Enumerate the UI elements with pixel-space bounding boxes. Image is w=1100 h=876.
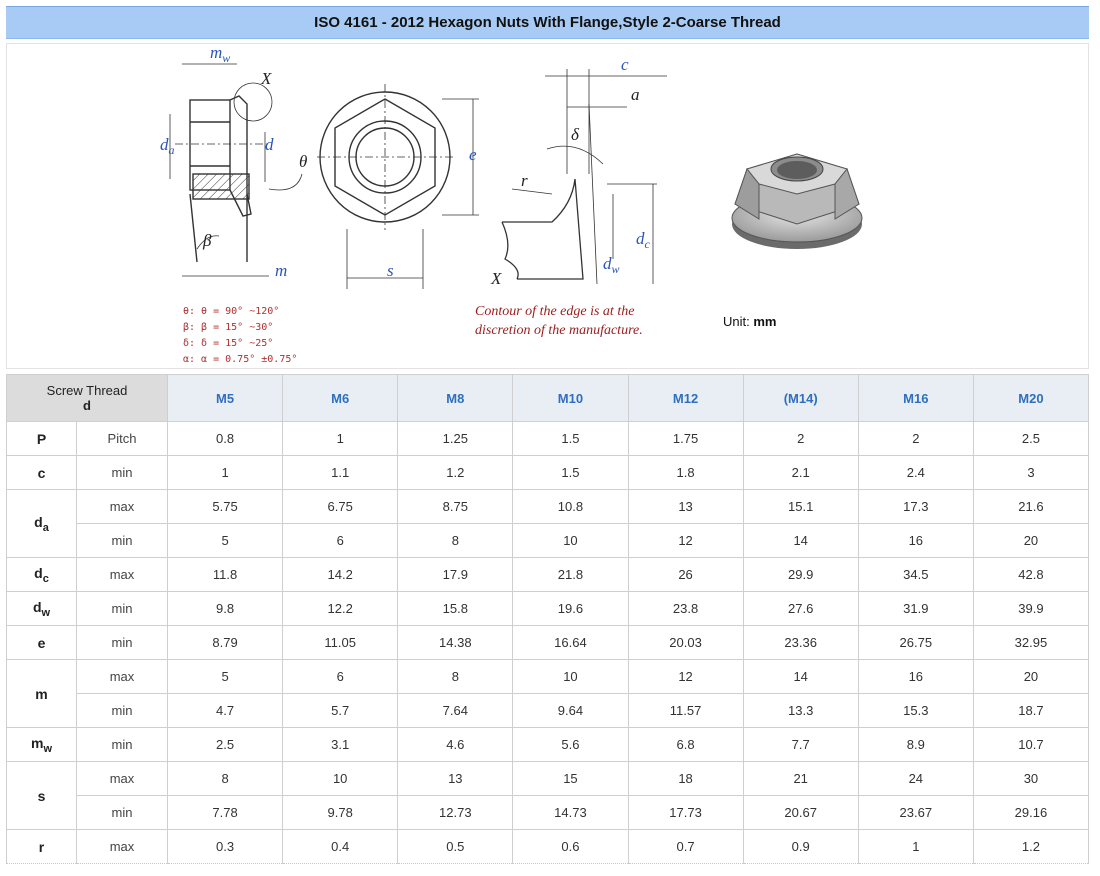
param-alpha: α: α = 0.75° ±0.75° — [183, 354, 298, 365]
row-qualifier: max — [77, 830, 168, 864]
table-cell: 9.8 — [168, 592, 283, 626]
table-cell: 17.3 — [858, 490, 973, 524]
table-cell: 31.9 — [858, 592, 973, 626]
row-qualifier: min — [77, 524, 168, 558]
page-title: ISO 4161 - 2012 Hexagon Nuts With Flange,Style 2-Coarse Thread — [314, 14, 781, 31]
table-cell: 1.5 — [513, 422, 628, 456]
table-cell: 13 — [628, 490, 743, 524]
table-cell: 8 — [398, 524, 513, 558]
svg-text:r: r — [521, 171, 528, 190]
table-cell: 13.3 — [743, 694, 858, 728]
row-qualifier: min — [77, 728, 168, 762]
table-cell: 2.5 — [973, 422, 1088, 456]
table-cell: 15.3 — [858, 694, 973, 728]
size-header: M20 — [973, 375, 1088, 422]
table-cell: 42.8 — [973, 558, 1088, 592]
table-cell: 1.2 — [398, 456, 513, 490]
table-cell: 10.8 — [513, 490, 628, 524]
table-cell: 3 — [973, 456, 1088, 490]
table-cell: 21.6 — [973, 490, 1088, 524]
table-cell: 16 — [858, 660, 973, 694]
table-cell: 29.16 — [973, 796, 1088, 830]
row-qualifier: min — [77, 694, 168, 728]
table-header-row — [7, 375, 1089, 422]
table-cell: 18 — [628, 762, 743, 796]
table-cell: 1.1 — [283, 456, 398, 490]
table-cell: 5 — [168, 524, 283, 558]
table-cell: 12 — [628, 524, 743, 558]
table-cell: 0.3 — [168, 830, 283, 864]
flange-nut-image — [732, 154, 862, 249]
table-cell: 5 — [168, 660, 283, 694]
table-cell: 1 — [283, 422, 398, 456]
table-cell: 8.75 — [398, 490, 513, 524]
svg-text:X: X — [491, 269, 502, 288]
table-row — [7, 626, 1089, 660]
size-header: M16 — [858, 375, 973, 422]
table-cell: 23.36 — [743, 626, 858, 660]
table-cell: 15.1 — [743, 490, 858, 524]
table-cell: 1.25 — [398, 422, 513, 456]
table-cell: 14.73 — [513, 796, 628, 830]
table-cell: 26 — [628, 558, 743, 592]
parameter-symbol: $m_w$ — [7, 728, 77, 762]
table-cell: 21.8 — [513, 558, 628, 592]
table-cell: 8.79 — [168, 626, 283, 660]
table-cell: 23.8 — [628, 592, 743, 626]
table-cell: 12 — [628, 660, 743, 694]
parameter-symbol: $d_c$ — [7, 558, 77, 592]
table-row — [7, 456, 1089, 490]
parameter-symbol: m — [7, 660, 77, 728]
table-cell: 14.2 — [283, 558, 398, 592]
table-cell: 6.8 — [628, 728, 743, 762]
table-row — [7, 490, 1089, 524]
table-row — [7, 830, 1089, 864]
table-cell: 1.8 — [628, 456, 743, 490]
figure-panel — [6, 43, 1089, 369]
table-cell: 21 — [743, 762, 858, 796]
svg-text:β: β — [203, 231, 212, 250]
table-cell: 20 — [973, 524, 1088, 558]
table-cell: 8 — [168, 762, 283, 796]
table-cell: 4.7 — [168, 694, 283, 728]
table-cell: 16 — [858, 524, 973, 558]
table-cell: 20 — [973, 660, 1088, 694]
table-cell: 17.73 — [628, 796, 743, 830]
svg-text:a: a — [631, 85, 640, 104]
table-cell: 12.2 — [283, 592, 398, 626]
table-cell: 10 — [513, 660, 628, 694]
side-view-drawing — [170, 64, 302, 276]
dimension-table — [6, 374, 1089, 864]
table-cell: 11.05 — [283, 626, 398, 660]
table-cell: 14.38 — [398, 626, 513, 660]
table-row — [7, 660, 1089, 694]
table-cell: 32.95 — [973, 626, 1088, 660]
table-cell: 11.8 — [168, 558, 283, 592]
svg-text:mw: $m_w$ — [210, 44, 231, 65]
table-cell: 1.75 — [628, 422, 743, 456]
table-cell: 0.9 — [743, 830, 858, 864]
row-qualifier: min — [77, 592, 168, 626]
edge-note-line1: Contour of the edge is at the — [475, 304, 635, 319]
table-cell: 7.78 — [168, 796, 283, 830]
table-cell: 16.64 — [513, 626, 628, 660]
row-qualifier: max — [77, 490, 168, 524]
table-cell: 5.75 — [168, 490, 283, 524]
table-cell: 0.5 — [398, 830, 513, 864]
row-qualifier: min — [77, 796, 168, 830]
table-cell: 13 — [398, 762, 513, 796]
parameter-symbol: c — [7, 456, 77, 490]
table-cell: 2 — [743, 422, 858, 456]
parameter-symbol: r — [7, 830, 77, 864]
table-cell: 20.03 — [628, 626, 743, 660]
svg-text:s: s — [387, 261, 394, 280]
row-qualifier: min — [77, 626, 168, 660]
table-cell: 9.78 — [283, 796, 398, 830]
svg-text:da: $d_a$ — [160, 135, 175, 157]
table-cell: 17.9 — [398, 558, 513, 592]
table-cell: 3.1 — [283, 728, 398, 762]
table-cell: 11.57 — [628, 694, 743, 728]
size-header: (M14) — [743, 375, 858, 422]
table-cell: 5.6 — [513, 728, 628, 762]
row-qualifier: max — [77, 762, 168, 796]
unit-label: Unit: mm — [723, 314, 777, 329]
table-cell: 14 — [743, 524, 858, 558]
table-cell: 34.5 — [858, 558, 973, 592]
parameter-symbol: s — [7, 762, 77, 830]
svg-text:δ: δ — [571, 125, 579, 144]
table-cell: 1 — [168, 456, 283, 490]
table-cell: 6.75 — [283, 490, 398, 524]
table-row — [7, 762, 1089, 796]
table-cell: 2.1 — [743, 456, 858, 490]
table-cell: 4.6 — [398, 728, 513, 762]
parameter-symbol: $d_a$ — [7, 490, 77, 558]
svg-text:e: e — [469, 145, 477, 164]
table-cell: 6 — [283, 524, 398, 558]
table-cell: 1 — [858, 830, 973, 864]
table-row — [7, 422, 1089, 456]
table-row — [7, 694, 1089, 728]
table-cell: 14 — [743, 660, 858, 694]
table-cell: 27.6 — [743, 592, 858, 626]
row-qualifier: max — [77, 558, 168, 592]
table-cell: 2.5 — [168, 728, 283, 762]
technical-drawing — [7, 44, 1090, 370]
table-cell: 0.6 — [513, 830, 628, 864]
parameter-symbol: $d_w$ — [7, 592, 77, 626]
table-cell: 7.7 — [743, 728, 858, 762]
row-qualifier: max — [77, 660, 168, 694]
table-cell: 0.4 — [283, 830, 398, 864]
table-cell: 30 — [973, 762, 1088, 796]
size-header: M6 — [283, 375, 398, 422]
top-view-drawing — [317, 84, 479, 289]
title-bar — [6, 6, 1089, 39]
table-cell: 10 — [513, 524, 628, 558]
table-cell: 2.4 — [858, 456, 973, 490]
table-cell: 2 — [858, 422, 973, 456]
table-cell: 24 — [858, 762, 973, 796]
screw-thread-header: Screw Thread d — [7, 375, 168, 422]
angle-parameters — [183, 306, 297, 365]
table-cell: 10 — [283, 762, 398, 796]
size-header: M5 — [168, 375, 283, 422]
svg-text:c: c — [621, 55, 629, 74]
table-cell: 26.75 — [858, 626, 973, 660]
table-cell: 29.9 — [743, 558, 858, 592]
row-qualifier: min — [77, 456, 168, 490]
table-cell: 19.6 — [513, 592, 628, 626]
table-row — [7, 592, 1089, 626]
table-cell: 6 — [283, 660, 398, 694]
table-cell: 5.7 — [283, 694, 398, 728]
svg-text:X: X — [261, 69, 272, 88]
table-row — [7, 558, 1089, 592]
table-cell: 18.7 — [973, 694, 1088, 728]
size-header: M12 — [628, 375, 743, 422]
size-header: M10 — [513, 375, 628, 422]
table-cell: 0.8 — [168, 422, 283, 456]
table-cell: 0.7 — [628, 830, 743, 864]
table-cell: 9.64 — [513, 694, 628, 728]
param-beta: β: β = 15° ~30° — [183, 322, 274, 333]
parameter-symbol: P — [7, 422, 77, 456]
table-cell: 20.67 — [743, 796, 858, 830]
param-theta: θ: θ = 90° ~120° — [183, 306, 280, 317]
table-cell: 15.8 — [398, 592, 513, 626]
svg-text:dw: $d_w$ — [603, 254, 620, 276]
table-cell: 12.73 — [398, 796, 513, 830]
svg-text:θ: θ — [299, 152, 308, 171]
parameter-symbol: e — [7, 626, 77, 660]
table-cell: 1.2 — [973, 830, 1088, 864]
table-row — [7, 524, 1089, 558]
size-header: M8 — [398, 375, 513, 422]
table-cell: 8 — [398, 660, 513, 694]
table-cell: 15 — [513, 762, 628, 796]
svg-text:d: d — [265, 135, 274, 154]
row-qualifier: Pitch — [77, 422, 168, 456]
table-cell: 23.67 — [858, 796, 973, 830]
svg-text:dc: $d_c$ — [636, 229, 650, 251]
table-cell: 39.9 — [973, 592, 1088, 626]
table-cell: 10.7 — [973, 728, 1088, 762]
table-row — [7, 728, 1089, 762]
table-row — [7, 796, 1089, 830]
edge-note-line2: discretion of the manufacture. — [475, 323, 643, 338]
table-cell: 7.64 — [398, 694, 513, 728]
param-delta: δ: δ = 15° ~25° — [183, 338, 274, 349]
svg-text:m: m — [275, 261, 288, 280]
table-cell: 1.5 — [513, 456, 628, 490]
table-cell: 8.9 — [858, 728, 973, 762]
